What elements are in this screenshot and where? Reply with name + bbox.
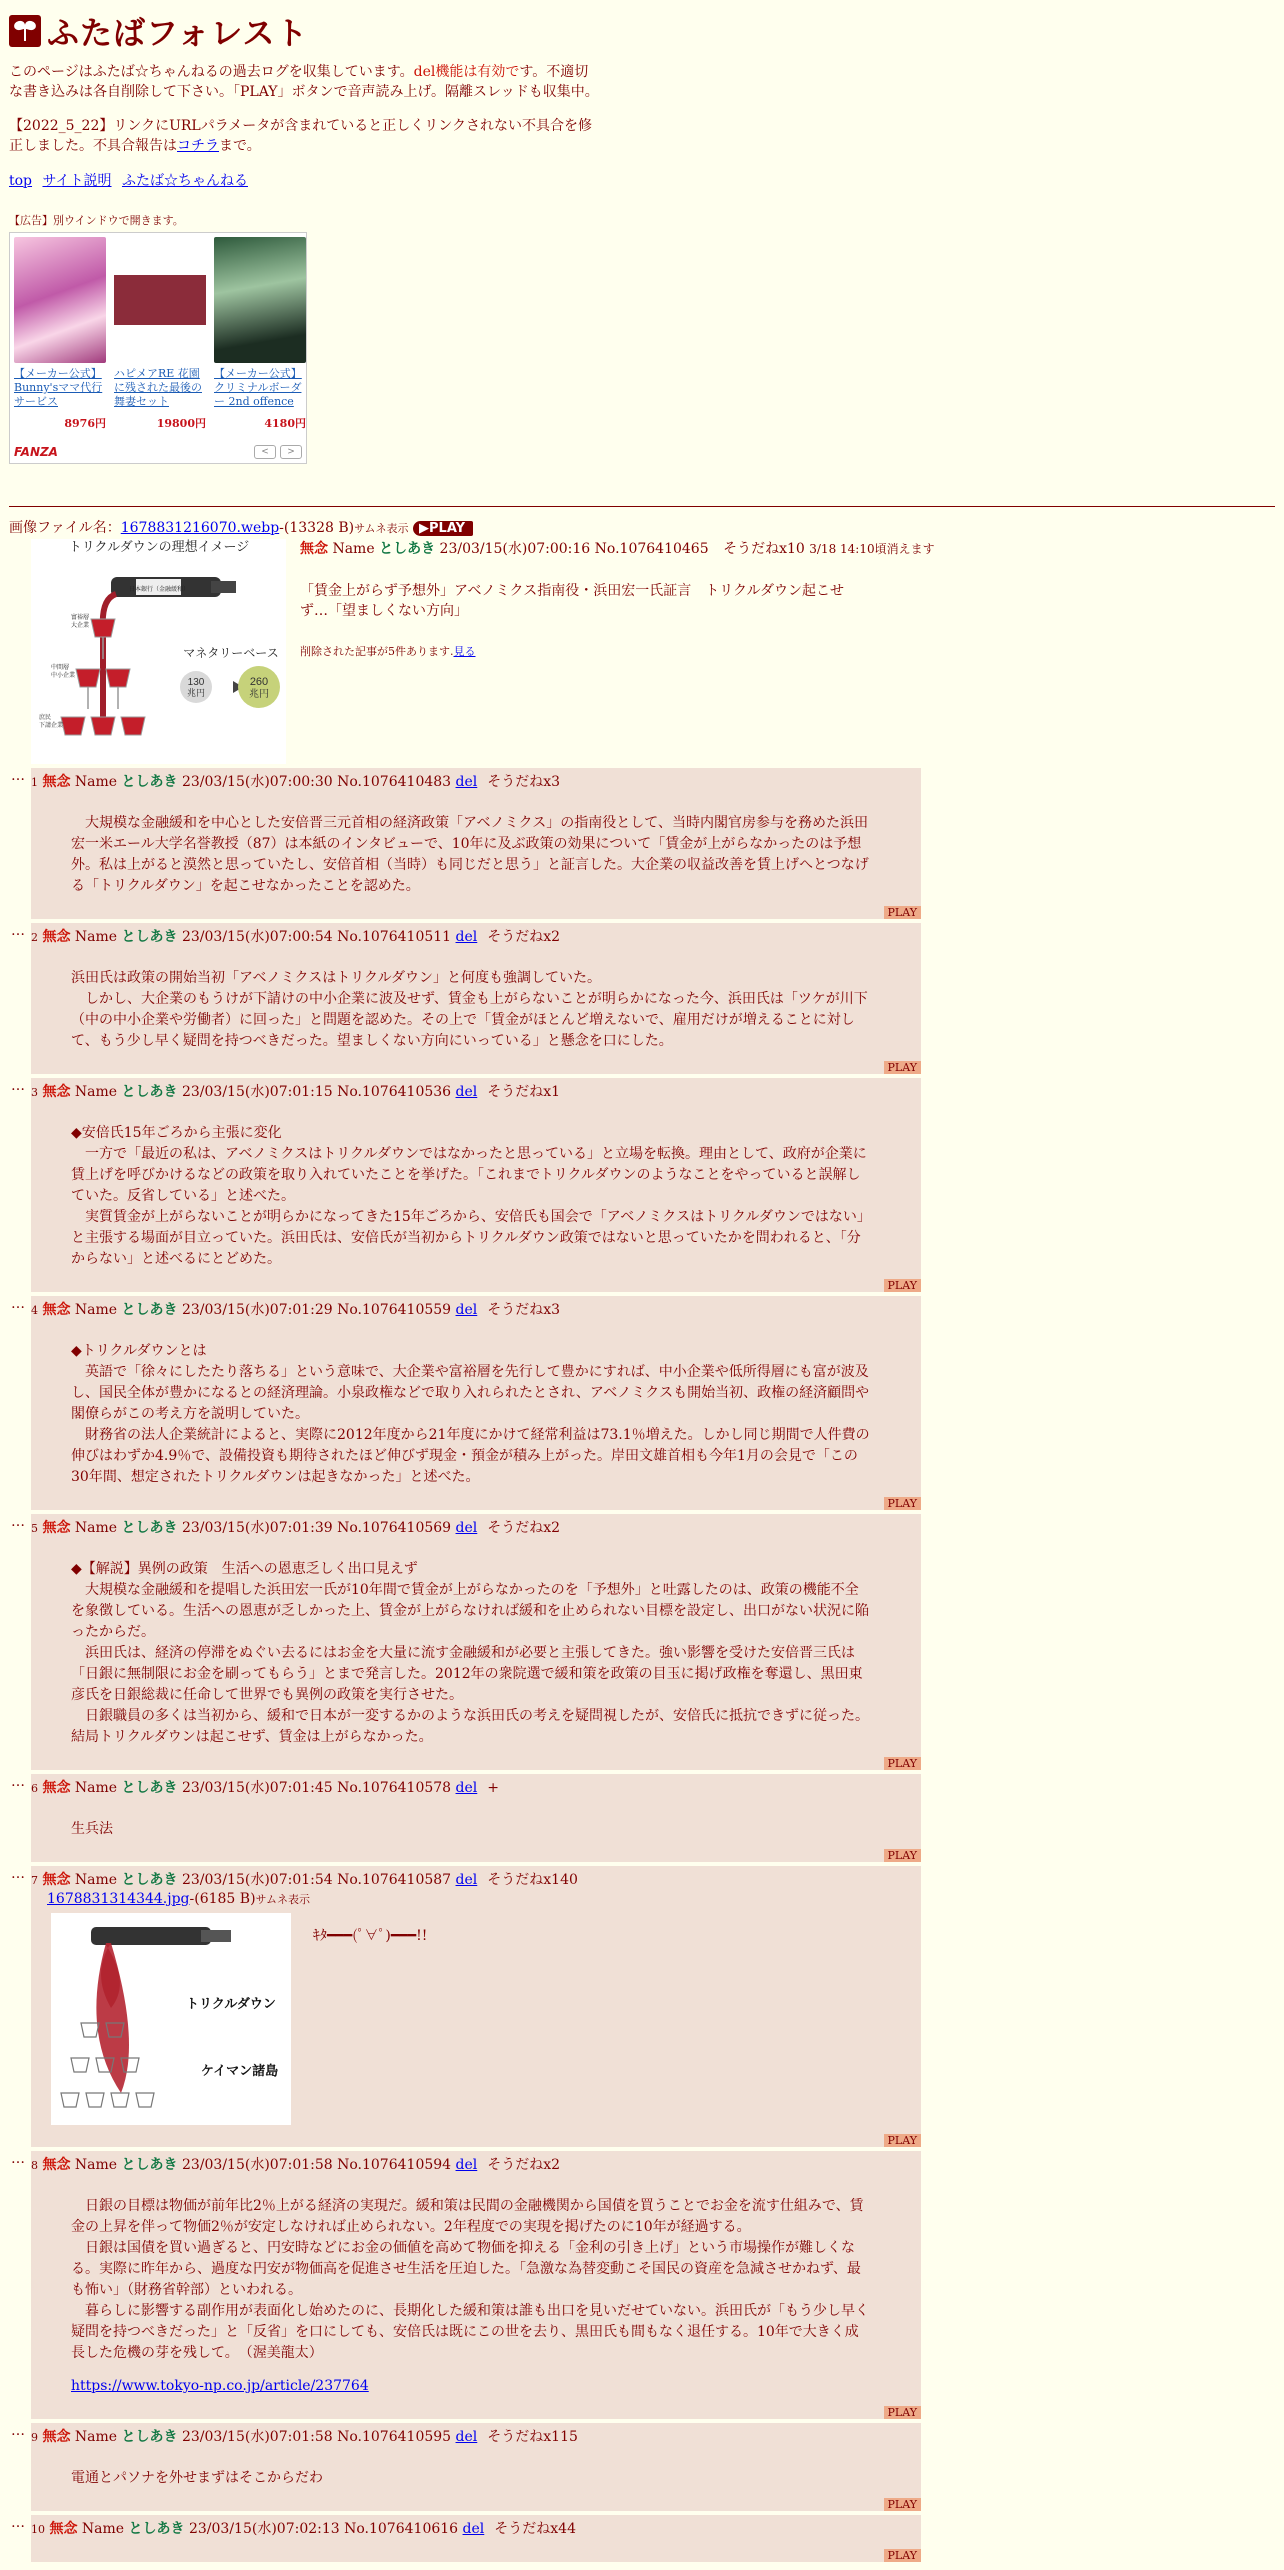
reply-header: 5 無念 Name としあき 23/03/15(水)07:01:39 No.1076410569 del そうだねx2: [31, 1520, 561, 1536]
reply-text: 浜田氏は政策の開始当初「アベノミクスはトリクルダウン」と何度も強調していた。 しかし、大企業のもうけが下請けの中小企業に波及せず、賃金も上がらないことが明らかになった今、浜田氏は「ツケが川下（中の中小企業や労働者）に回った」と問題を認めた。その上で「賃金がほとんど増えないで、雇用だけが増えることに対して、もう少し早く疑問を持つべきだった。望ましくない方向にいっている」と懸念を口にした。: [71, 970, 868, 1049]
svg-text:下請企業: 下請企業: [39, 723, 64, 729]
thumb-note: サムネ表示: [255, 1893, 310, 1906]
svg-text:大企業: 大企業: [71, 623, 90, 629]
soudane-button[interactable]: そうだねx2: [487, 929, 561, 945]
fanza-logo: FANZA: [14, 445, 58, 459]
level-label: 富裕層: [71, 615, 90, 621]
del-link[interactable]: del: [455, 1520, 478, 1536]
reply-post: [31, 1514, 921, 1770]
reply-text: 日銀の目標は物価が前年比2％上がる経済の実現だ。緩和策は民間の金融機関から国債を買うことでお金を流す仕組みで、賃金の上昇を伴って物価2％が安定しなければ止められない。2年程度での実現を掲げたのに10年が経過する。 日銀は国債を買い過ぎると、円安時などにお金の価値を高めて物価を抑える「金利の引き上げ」という市場操作が難しくなる。実際に昨年から、過度な円安が物価高を促進させ生活を圧迫した。「急激な為替変動こそ国民の資産を急減させかねず、最も怖い」（財務省幹部）といわれる。 暮らしに影響する副作用が表面化し始めたのに、長期化した緩和策は誰も出口を見いだせていない。浜田氏が「もう少し早く疑問を持つべきだった」と「反省」を口にしても、安倍氏は既にこの世を去り、黒田氏も間もなく退任する。10年で大きく成長した危機の芽を残して。 （渥美龍太）: [71, 2198, 869, 2361]
post-subject: 無念: [42, 2157, 71, 2173]
del-link[interactable]: del: [455, 1780, 478, 1796]
play-button[interactable]: PLAY: [884, 1061, 921, 1074]
reply-text: ｷﾀ━━━(ﾟ∀ﾟ)━━━!!: [313, 1928, 428, 1944]
image-label: トリクルダウン: [186, 1996, 276, 2011]
money-label: マネタリーベース: [183, 646, 279, 660]
play-button[interactable]: PLAY: [884, 2549, 921, 2562]
op-image[interactable]: [31, 539, 286, 764]
reply-menu-icon[interactable]: …: [11, 768, 25, 784]
ad-item-title[interactable]: 【メーカー公式】クリミナルボーダー 2nd offence: [214, 367, 302, 408]
deleted-note: 削除された記事が5件あります.見る: [300, 645, 476, 658]
soudane-button[interactable]: そうだねx10: [723, 541, 805, 557]
reply-number: 4: [31, 1304, 38, 1317]
reply-text: 生兵法: [71, 1821, 113, 1837]
reply-menu-icon[interactable]: …: [11, 1866, 25, 1882]
ad-thumbnail[interactable]: [114, 237, 206, 363]
poster-name: としあき: [121, 1872, 178, 1888]
op-image-title: トリクルダウンの理想イメージ: [68, 539, 250, 554]
post-subject: 無念: [42, 2429, 71, 2445]
update-notice: 【2022_5_22】リンクにURLパラメータが含まれていると正しくリンクされない不具合を修正しました。不具合報告はコチラまで。: [9, 118, 593, 154]
ad-item-price: 4180円: [264, 417, 306, 430]
reply-post: [31, 923, 921, 1074]
ad-item[interactable]: [14, 237, 106, 431]
thumb-note: サムネ表示: [354, 522, 409, 535]
play-button[interactable]: PLAY: [884, 2498, 921, 2511]
del-link[interactable]: del: [455, 774, 478, 790]
post-subject: 無念: [42, 929, 71, 945]
del-link[interactable]: del: [462, 2521, 485, 2537]
reply-post: [31, 1866, 921, 2147]
ad-prev-button[interactable]: <: [254, 445, 276, 459]
poster-name: としあき: [121, 1084, 178, 1100]
post-subject: 無念: [42, 1302, 71, 1318]
post-datetime: 23/03/15(水)07:01:58 No.1076410594: [181, 2157, 452, 2173]
post-subject: 無念: [42, 1780, 71, 1796]
reply-row: [9, 2423, 1275, 2511]
ad-item[interactable]: [114, 237, 206, 431]
play-button[interactable]: PLAY: [884, 1497, 921, 1510]
reply-header: 4 無念 Name としあき 23/03/15(水)07:01:29 No.1076410559 del そうだねx3: [31, 1302, 561, 1318]
ad-label: 【広告】別ウインドウで開きます。: [9, 214, 184, 227]
reply-row: [9, 1514, 1275, 1770]
post-datetime: 23/03/15(水)07:01:39 No.1076410569: [181, 1520, 452, 1536]
reply-row: [9, 1296, 1275, 1510]
reply-header: 8 無念 Name としあき 23/03/15(水)07:01:58 No.1076410594 del そうだねx2: [31, 2157, 561, 2173]
op-file-link[interactable]: 1678831216070.webp: [120, 520, 280, 536]
reply-file-info: 1678831314344.jpg-(6185 B)サムネ表示: [47, 1891, 310, 1907]
reply-text: ◆【解説】異例の政策 生活への恩恵乏しく出口見えず 大規模な金融緩和を提唱した浜田宏一氏が10年間で賃金が上がらなかったのを「予想外」と吐露したのは、政策の機能不全を象徴している。生活への恩恵が乏しかった上、賃金が上がらなければ緩和を止められない目標を設定し、出口がない状況に陥ったからだ。 浜田氏は、経済の停滞をぬぐい去るにはお金を大量に流す金融緩和が必要と主張してきた。強い影響を受けた安倍晋三氏は「日銀に無制限にお金を刷ってもらう」とまで発言した。2012年の衆院選で緩和策を政策の目玉に掲げ政権を奪還し、黒田東彦氏を日銀総裁に任命して世界でも異例の政策を実行させた。 日銀職員の多くは当初から、緩和で日本が一変するかのような浜田氏の考えを疑問視したが、安倍氏に抵抗できずに従った。結局トリクルダウンは起こせず、賃金は上がらなかった。: [71, 1561, 869, 1745]
reply-link[interactable]: https://www.tokyo-np.co.jp/article/237764: [71, 2378, 369, 2394]
reply-menu-icon[interactable]: …: [11, 2423, 25, 2439]
post-subject: 無念: [42, 1520, 71, 1536]
reply-post: [31, 2151, 921, 2419]
reply-row: [9, 1774, 1275, 1862]
ad-next-button[interactable]: >: [280, 445, 302, 459]
reply-text: ◆トリクルダウンとは 英語で「徐々にしたたり落ちる」という意味で、大企業や富裕層を先行して豊かにすれば、中小企業や低所得層にも富が波及し、国民全体が豊かになるとの経済理論。小泉政権などで取り入れられたとされ、アベノミクスも開始当初、政権の経済顧問や閣僚らがこの考え方を説明していた。 財務省の法人企業統計によると、実際に2012年度から21年度にかけて経常利益は73.1％増えた。しかし同じ期間で人件費の伸びはわずか4.9％で、設備投資も期待されたほど伸びず現金・預金が積み上がった。岸田文雄首相も今年1月の会見で「この30年間、想定されたトリクルダウンは起きなかった」と述べた。: [71, 1343, 870, 1485]
reply-post: [31, 2515, 921, 2562]
reply-menu-icon[interactable]: …: [11, 2515, 25, 2531]
ad-thumbnail[interactable]: [214, 237, 306, 363]
intro-text: このページはふたば☆ちゃんねるの過去ログを収集しています。del機能は有効です。不適切な書き込みは各自削除して下さい。「PLAY」ボタンで音声読み上げ。隔離スレッドも収集中。: [9, 64, 599, 100]
svg-text:中小企業: 中小企業: [51, 673, 76, 679]
reply-menu-icon[interactable]: …: [11, 1296, 25, 1312]
post-datetime: 23/03/15(水)07:01:58 No.1076410595: [181, 2429, 452, 2445]
nav-futaba-link[interactable]: ふたば☆ちゃんねる: [121, 173, 248, 189]
play-button[interactable]: PLAY: [884, 2406, 921, 2419]
reply-post: [31, 1078, 921, 1292]
reply-number: 2: [31, 931, 38, 944]
reply-row: [9, 1866, 1275, 2147]
play-button[interactable]: PLAY: [884, 2134, 921, 2147]
ad-box: [9, 232, 307, 464]
poster-name: としあき: [121, 774, 178, 790]
expire-note: 3/18 14:10頃消えます: [809, 542, 935, 556]
ad-item-price: 8976円: [64, 417, 106, 430]
reply-header: 2 無念 Name としあき 23/03/15(水)07:00:54 No.1076410511 del そうだねx2: [31, 929, 561, 945]
reply-header: 6 無念 Name としあき 23/03/15(水)07:01:45 No.1076410578 del +: [31, 1780, 499, 1796]
reply-number: 10: [31, 2523, 45, 2536]
play-button[interactable]: PLAY: [884, 1279, 921, 1292]
op-file-info: 画像ファイル名：1678831216070.webp-(13328 B)サムネ表示 ▶PLAY: [9, 517, 1275, 537]
reply-number: 6: [31, 1782, 38, 1795]
del-link[interactable]: del: [455, 929, 478, 945]
reply-post: [31, 1296, 921, 1510]
svg-text:中間層: 中間層: [51, 665, 70, 671]
soudane-button[interactable]: そうだねx115: [487, 2429, 578, 2445]
reply-menu-icon[interactable]: …: [11, 923, 25, 939]
reply-row: [9, 923, 1275, 1074]
reply-header: 3 無念 Name としあき 23/03/15(水)07:01:15 No.1076410536 del そうだねx1: [31, 1084, 561, 1100]
reply-header: 10 無念 Name としあき 23/03/15(水)07:02:13 No.1076410616 del そうだねx44: [31, 2521, 576, 2537]
post-subject: 無念: [42, 1084, 71, 1100]
soudane-button[interactable]: そうだねx3: [487, 1302, 561, 1318]
ad-thumbnail[interactable]: [14, 237, 106, 363]
reply-number: 7: [31, 1874, 38, 1887]
soudane-button[interactable]: そうだねx44: [494, 2521, 576, 2537]
reply-number: 8: [31, 2159, 38, 2172]
op-text: 「賃金上がらず予想外」アベノミクス指南役・浜田宏一氏証言 トリクルダウン起こせず…「望ましくない方向」: [300, 583, 845, 619]
site-logo-icon: [9, 15, 41, 47]
post-datetime: 23/03/15(水)07:02:13 No.1076410616: [188, 2521, 459, 2537]
post-subject: 無念: [42, 1872, 71, 1888]
del-link[interactable]: del: [455, 2429, 478, 2445]
show-deleted-link[interactable]: 見る: [453, 645, 476, 658]
post-datetime: 23/03/15(水)07:00:54 No.1076410511: [181, 929, 452, 945]
play-button[interactable]: PLAY: [884, 1757, 921, 1770]
reply-text: 電通とパソナを外せまずはそこからだわ: [71, 2470, 323, 2486]
post-datetime: 23/03/15(水)07:01:45 No.1076410578: [181, 1780, 452, 1796]
reply-number: 9: [31, 2431, 38, 2444]
soudane-button[interactable]: そうだねx2: [487, 1520, 561, 1536]
post-subject: 無念: [42, 774, 71, 790]
reply-menu-icon[interactable]: …: [11, 1514, 25, 1530]
reply-list: [9, 768, 1275, 2562]
reply-row: [9, 768, 1275, 919]
svg-text:260: 260: [249, 676, 269, 688]
post-subject: 無念: [300, 541, 328, 557]
op-post: [9, 539, 1275, 764]
soudane-button[interactable]: そうだねx2: [487, 2157, 561, 2173]
image-label: ケイマン諸島: [201, 2063, 279, 2078]
nav-about-link[interactable]: サイト説明: [42, 173, 112, 189]
soudane-button[interactable]: そうだねx1: [487, 1084, 561, 1100]
del-link[interactable]: del: [455, 1872, 478, 1888]
reply-menu-icon[interactable]: …: [11, 1774, 25, 1790]
soudane-button[interactable]: +: [487, 1780, 499, 1796]
svg-text:130: 130: [187, 677, 205, 688]
op-header: 無念 Name としあき 23/03/15(水)07:00:16 No.1076410465 そうだねx10 3/18 14:10頃消えます: [300, 541, 935, 557]
reply-link-wrap: [71, 2376, 871, 2397]
reply-number: 3: [31, 1086, 38, 1099]
poster-name: としあき: [121, 1302, 178, 1318]
reply-text: ◆安倍氏15年ごろから主張に変化 一方で「最近の私は、アベノミクスはトリクルダウンではなかったと思っている」と立場を転換。理由として、政府が企業に賃上げを呼びかけるなどの政策を取り入れていたことを挙げた。「これまでトリクルダウンのようなことをやっていると誤解していた。反省している」と述べた。 実質賃金が上がらないことが明らかになってきた15年ごろから、安倍氏も国会で「アベノミクスはトリクルダウンではない」と主張する場面が目立っていた。浜田氏は、安倍氏が当初からトリクルダウン政策ではないと思っていたかを問われると、「分からない」と述べるにとどめた。: [71, 1125, 871, 1267]
divider: [9, 506, 1275, 507]
reply-menu-icon[interactable]: …: [11, 2151, 25, 2167]
svg-text:兆円: 兆円: [186, 688, 206, 698]
reply-post: [31, 1774, 921, 1862]
reply-row: [9, 2515, 1275, 2562]
post-datetime: 23/03/15(水)07:01:29 No.1076410559: [181, 1302, 452, 1318]
ad-item-title[interactable]: 【メーカー公式】Bunny'sママ代行サービス: [14, 367, 103, 408]
reply-post: [31, 2423, 921, 2511]
reply-number: 1: [31, 776, 38, 789]
post-datetime: 23/03/15(水)07:00:30 No.1076410483: [181, 774, 452, 790]
reply-header: 7 無念 Name としあき 23/03/15(水)07:01:54 No.1076410587 del そうだねx140: [31, 1872, 578, 1888]
soudane-button[interactable]: そうだねx140: [487, 1872, 578, 1888]
post-datetime: 23/03/15(水)07:01:54 No.1076410587: [181, 1872, 452, 1888]
poster-name: としあき: [121, 929, 178, 945]
reply-header: 1 無念 Name としあき 23/03/15(水)07:00:30 No.1076410483 del そうだねx3: [31, 774, 561, 790]
reply-menu-icon[interactable]: …: [11, 1078, 25, 1094]
ad-item[interactable]: [214, 237, 306, 431]
soudane-button[interactable]: そうだねx3: [487, 774, 561, 790]
bottle-label: 日本銀行（金融緩和）: [128, 587, 190, 593]
play-button[interactable]: PLAY: [884, 906, 921, 919]
nav-links: [9, 170, 1275, 190]
ad-item-price: 19800円: [156, 417, 206, 430]
op-play-button[interactable]: ▶PLAY: [413, 521, 473, 536]
reply-image[interactable]: [51, 1913, 291, 2125]
ad-item-title[interactable]: ハピメアRE 花園に残された最後の舞妻セット: [114, 367, 202, 408]
report-link[interactable]: コチラ: [177, 138, 219, 154]
svg-text:兆円: 兆円: [249, 689, 269, 700]
svg-text:庶民: 庶民: [39, 715, 52, 721]
del-link[interactable]: del: [455, 1084, 478, 1100]
reply-header: 9 無念 Name としあき 23/03/15(水)07:01:58 No.1076410595 del そうだねx115: [31, 2429, 578, 2445]
site-header: [9, 8, 1275, 54]
reply-post: [31, 768, 921, 919]
reply-number: 5: [31, 1522, 38, 1535]
poster-name: としあき: [121, 1520, 178, 1536]
post-datetime: 23/03/15(水)07:01:15 No.1076410536: [181, 1084, 452, 1100]
poster-name: としあき: [379, 541, 436, 557]
poster-name: としあき: [128, 2521, 185, 2537]
play-button[interactable]: PLAY: [884, 1849, 921, 1862]
del-notice: del機能は有効で: [413, 64, 520, 80]
poster-name: としあき: [121, 1780, 178, 1796]
site-title: ふたばフォレスト: [47, 14, 309, 52]
reply-file-link[interactable]: 1678831314344.jpg: [47, 1891, 190, 1907]
poster-name: としあき: [121, 2429, 178, 2445]
reply-row: [9, 1078, 1275, 1292]
post-subject: 無念: [49, 2521, 78, 2537]
reply-text: 大規模な金融緩和を中心とした安倍晋三元首相の経済政策「アベノミクス」の指南役として、当時内閣官房参与を務めた浜田宏一米エール大学名誉教授（87）は本紙のインタビューで、10年に及ぶ政策の効果について「賃金が上がらなかったのは予想外。私は上がると漠然と思っていたし、安倍首相（当時）も同じだと思う」と証言した。大企業の収益改善を賃上げへとつなげる「トリクルダウン」を起こせなかったことを認めた。: [71, 815, 869, 894]
nav-top-link[interactable]: top: [9, 173, 33, 189]
reply-row: [9, 2151, 1275, 2419]
poster-name: としあき: [121, 2157, 178, 2173]
del-link[interactable]: del: [455, 2157, 478, 2173]
del-link[interactable]: del: [455, 1302, 478, 1318]
post-datetime: 23/03/15(水)07:00:16 No.1076410465: [439, 541, 709, 557]
